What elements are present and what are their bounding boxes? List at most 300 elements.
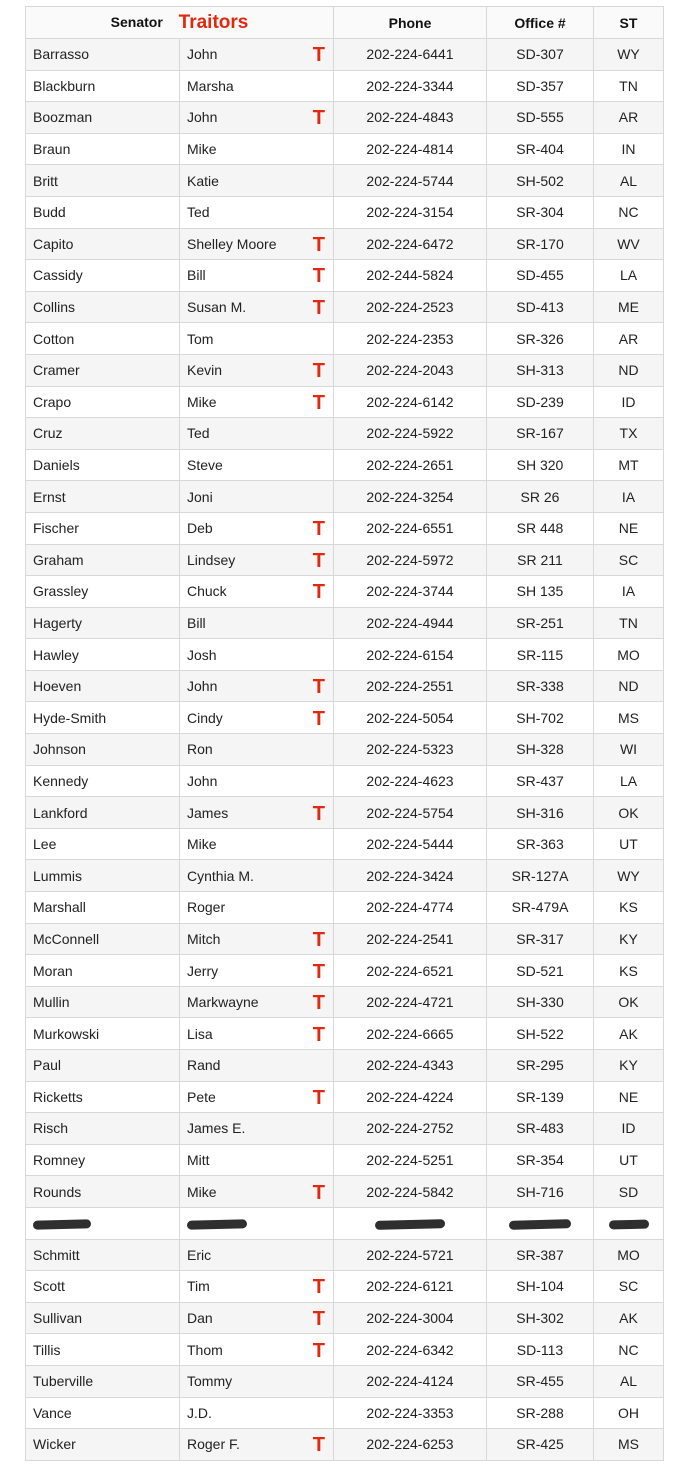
cell-state: IN [594,133,664,165]
header-traitors-label: Traitors [178,11,249,33]
cell-office: SR-115 [487,639,594,671]
cell-state: NE [594,512,664,544]
traitor-marker: T [312,1181,325,1204]
first-name-text: Ted [187,204,210,221]
cell-last-name: Daniels [26,449,180,481]
cell-phone: 202-224-2752 [334,1113,487,1145]
traitor-marker: T [312,928,325,951]
table-row [26,1334,664,1366]
table-row [26,1239,664,1271]
redaction-scribble [33,1219,91,1230]
cell-office: SH-702 [487,702,594,734]
cell-office: SR-139 [487,1081,594,1113]
cell-state: MS [594,1429,664,1461]
table-row [26,291,664,323]
cell-first-name [180,1302,334,1334]
cell-last-name: Tillis [26,1334,180,1366]
cell-phone: 202-224-6253 [334,1429,487,1461]
senator-table [25,6,664,1461]
cell-office: SR-317 [487,923,594,955]
cell-phone: 202-224-6472 [334,228,487,260]
first-name-text: Roger F. [187,1436,240,1453]
table-row [26,860,664,892]
cell-state: TN [594,607,664,639]
cell-first-name [180,291,334,323]
cell-office: SH-316 [487,797,594,829]
cell-state: LA [594,765,664,797]
cell-phone: 202-224-5744 [334,165,487,197]
cell-first-name [180,702,334,734]
table-row [26,133,664,165]
traitor-marker: T [312,360,325,383]
cell-phone: 202-224-5721 [334,1239,487,1271]
table-row [26,828,664,860]
traitor-marker: T [312,1276,325,1299]
cell-first-name [180,1081,334,1113]
cell-phone: 202-224-6551 [334,512,487,544]
cell-office: SD-113 [487,1334,594,1366]
table-row [26,1271,664,1303]
cell-first-name [180,1176,334,1208]
first-name-text: Mike [187,141,217,158]
cell-first-name [180,260,334,292]
cell-first-name [180,449,334,481]
table-row [26,512,664,544]
redaction-scribble [608,1220,648,1230]
first-name-text: Roger [187,899,226,916]
traitor-marker: T [312,802,325,825]
first-name-text: Lindsey [187,551,236,568]
cell-last-name: Cramer [26,354,180,386]
cell-state: OK [594,797,664,829]
cell-state: NC [594,196,664,228]
table-row [26,765,664,797]
header-row [26,7,664,39]
cell-state: ID [594,1113,664,1145]
cell-last-name: Cotton [26,323,180,355]
first-name-text: Shelley Moore [187,235,277,252]
first-name-text: Mike [187,393,217,410]
first-name-text: Mike [187,836,217,853]
table-row [26,228,664,260]
first-name-text: Susan M. [187,299,247,316]
cell-last-name: Vance [26,1397,180,1429]
cell-first-name [180,576,334,608]
cell-office: SH 320 [487,449,594,481]
first-name-text: Katie [187,172,219,189]
cell-office: SR 26 [487,481,594,513]
redacted-cell [487,1207,594,1239]
cell-phone: 202-224-4623 [334,765,487,797]
first-name-text: Tom [187,330,214,347]
cell-first-name [180,386,334,418]
cell-state: WY [594,860,664,892]
cell-phone: 202-224-6342 [334,1334,487,1366]
cell-phone: 202-224-6441 [334,39,487,71]
cell-last-name: Barrasso [26,39,180,71]
cell-phone: 202-224-3353 [334,1397,487,1429]
cell-last-name: Rounds [26,1176,180,1208]
traitor-marker: T [312,107,325,130]
first-name-text: Steve [187,457,223,474]
cell-phone: 202-224-2651 [334,449,487,481]
traitor-marker: T [312,676,325,699]
cell-phone: 202-224-2551 [334,670,487,702]
cell-last-name: Hawley [26,639,180,671]
first-name-text: Eric [187,1246,212,1263]
table-row [26,1113,664,1145]
cell-last-name: Collins [26,291,180,323]
cell-office: SR-127A [487,860,594,892]
cell-last-name: Lee [26,828,180,860]
cell-phone: 202-224-5251 [334,1144,487,1176]
first-name-text: John [187,46,218,63]
cell-first-name [180,512,334,544]
cell-office: SD-555 [487,102,594,134]
cell-phone: 202-224-4814 [334,133,487,165]
cell-first-name [180,1050,334,1082]
cell-phone: 202-224-4774 [334,892,487,924]
table-row [26,39,664,71]
cell-phone: 202-224-3344 [334,70,487,102]
table-row [26,1429,664,1461]
cell-state: OK [594,986,664,1018]
cell-last-name: Fischer [26,512,180,544]
cell-state: ND [594,354,664,386]
traitor-marker: T [312,992,325,1015]
cell-first-name [180,892,334,924]
header-state: ST [594,7,664,39]
redacted-cell [334,1207,487,1239]
cell-phone: 202-244-5824 [334,260,487,292]
cell-state: MO [594,1239,664,1271]
cell-first-name [180,323,334,355]
first-name-text: Josh [187,646,217,663]
cell-last-name: Sullivan [26,1302,180,1334]
table-row [26,1050,664,1082]
first-name-text: Chuck [187,583,227,600]
cell-phone: 202-224-6121 [334,1271,487,1303]
redaction-scribble [375,1219,445,1230]
cell-state: KY [594,923,664,955]
redaction-scribble [187,1219,247,1230]
senator-directory [25,6,663,1461]
cell-office: SH-328 [487,734,594,766]
table-row [26,670,664,702]
table-row [26,165,664,197]
cell-last-name: Schmitt [26,1239,180,1271]
table-row [26,323,664,355]
cell-first-name [180,1271,334,1303]
cell-state: SC [594,1271,664,1303]
cell-phone: 202-224-6665 [334,1018,487,1050]
cell-office: SR-170 [487,228,594,260]
cell-last-name: Romney [26,1144,180,1176]
table-row [26,955,664,987]
cell-first-name [180,228,334,260]
cell-phone: 202-224-2353 [334,323,487,355]
first-name-text: Bill [187,614,206,631]
cell-phone: 202-224-4944 [334,607,487,639]
cell-first-name [180,196,334,228]
cell-phone: 202-224-3254 [334,481,487,513]
cell-phone: 202-224-3424 [334,860,487,892]
cell-last-name: Lummis [26,860,180,892]
cell-state: SD [594,1176,664,1208]
cell-phone: 202-224-6154 [334,639,487,671]
first-name-text: Kevin [187,362,223,379]
cell-last-name: McConnell [26,923,180,955]
header-senator [26,7,334,39]
first-name-text: Markwayne [187,994,259,1011]
cell-state: OH [594,1397,664,1429]
cell-first-name [180,670,334,702]
cell-phone: 202-224-2541 [334,923,487,955]
first-name-text: John [187,678,218,695]
first-name-text: James [187,804,229,821]
first-name-text: Ron [187,741,213,758]
cell-last-name: Hagerty [26,607,180,639]
cell-phone: 202-224-5054 [334,702,487,734]
first-name-text: James E. [187,1120,246,1137]
cell-last-name: Ernst [26,481,180,513]
cell-office: SR-295 [487,1050,594,1082]
traitor-marker: T [312,581,325,604]
cell-state: NC [594,1334,664,1366]
traitor-marker: T [312,297,325,320]
table-row [26,923,664,955]
table-row [26,1302,664,1334]
first-name-text: Bill [187,267,206,284]
cell-state: NE [594,1081,664,1113]
cell-office: SH 135 [487,576,594,608]
cell-last-name: Hoeven [26,670,180,702]
cell-last-name: Johnson [26,734,180,766]
cell-last-name: Braun [26,133,180,165]
cell-first-name [180,1365,334,1397]
cell-phone: 202-224-4843 [334,102,487,134]
header-senator-label: Senator [110,13,163,30]
cell-state: SC [594,544,664,576]
cell-last-name: Tuberville [26,1365,180,1397]
table-body [26,39,664,1461]
table-row [26,354,664,386]
cell-first-name [180,1144,334,1176]
cell-first-name [180,102,334,134]
cell-phone: 202-224-5922 [334,418,487,450]
cell-first-name [180,734,334,766]
cell-phone: 202-224-2043 [334,354,487,386]
cell-office: SR-479A [487,892,594,924]
first-name-text: Tim [187,1278,210,1295]
cell-first-name [180,1239,334,1271]
cell-first-name [180,1429,334,1461]
cell-state: WI [594,734,664,766]
table-row [26,892,664,924]
traitor-marker: T [312,1023,325,1046]
cell-first-name [180,828,334,860]
table-row [26,70,664,102]
cell-first-name [180,1397,334,1429]
cell-office: SD-357 [487,70,594,102]
cell-state: KS [594,955,664,987]
traitor-marker: T [312,391,325,414]
cell-phone: 202-224-5444 [334,828,487,860]
cell-state: AL [594,1365,664,1397]
cell-last-name: Cassidy [26,260,180,292]
traitor-marker: T [312,518,325,541]
cell-last-name: Hyde-Smith [26,702,180,734]
table-row [26,418,664,450]
first-name-text: Dan [187,1310,213,1327]
table-row [26,797,664,829]
cell-last-name: Grassley [26,576,180,608]
traitor-marker: T [312,265,325,288]
cell-last-name: Mullin [26,986,180,1018]
cell-office: SD-239 [487,386,594,418]
cell-office: SR-483 [487,1113,594,1145]
table-row-redacted [26,1207,664,1239]
cell-last-name: Moran [26,955,180,987]
table-row [26,260,664,292]
redaction-scribble [509,1219,571,1230]
cell-phone: 202-224-5972 [334,544,487,576]
redacted-cell [594,1207,664,1239]
cell-office: SR-338 [487,670,594,702]
cell-office: SR-326 [487,323,594,355]
cell-last-name: Ricketts [26,1081,180,1113]
first-name-text: Pete [187,1088,216,1105]
first-name-text: Deb [187,520,213,537]
cell-first-name [180,797,334,829]
cell-state: AK [594,1018,664,1050]
cell-first-name [180,1113,334,1145]
traitor-marker: T [312,1434,325,1457]
cell-phone: 202-224-5842 [334,1176,487,1208]
first-name-text: John [187,109,218,126]
cell-first-name [180,1018,334,1050]
cell-first-name [180,860,334,892]
cell-state: UT [594,1144,664,1176]
table-row [26,1397,664,1429]
first-name-text: Cynthia M. [187,867,254,884]
cell-phone: 202-224-4343 [334,1050,487,1082]
table-row [26,1176,664,1208]
table-row [26,986,664,1018]
cell-state: LA [594,260,664,292]
cell-first-name [180,1334,334,1366]
table-row [26,702,664,734]
cell-office: SD-307 [487,39,594,71]
cell-phone: 202-224-3154 [334,196,487,228]
traitor-marker: T [312,549,325,572]
first-name-text: Lisa [187,1025,213,1042]
cell-phone: 202-224-4721 [334,986,487,1018]
traitor-marker: T [312,1308,325,1331]
cell-office: SR-425 [487,1429,594,1461]
traitor-marker: T [312,233,325,256]
cell-office: SH-302 [487,1302,594,1334]
cell-last-name: Scott [26,1271,180,1303]
table-row [26,102,664,134]
cell-first-name [180,986,334,1018]
cell-state: UT [594,828,664,860]
cell-first-name [180,39,334,71]
first-name-text: Jerry [187,962,219,979]
table-row [26,576,664,608]
cell-state: ID [594,386,664,418]
cell-office: SD-413 [487,291,594,323]
first-name-text: Ted [187,425,210,442]
cell-state: WV [594,228,664,260]
first-name-text: Cindy [187,709,223,726]
cell-last-name: Paul [26,1050,180,1082]
first-name-text: John [187,772,218,789]
traitor-marker: T [312,1086,325,1109]
cell-last-name: Graham [26,544,180,576]
first-name-text: Mitch [187,930,221,947]
cell-office: SH-313 [487,354,594,386]
cell-office: SR-455 [487,1365,594,1397]
cell-office: SR-167 [487,418,594,450]
cell-state: AR [594,102,664,134]
cell-last-name: Marshall [26,892,180,924]
cell-first-name [180,923,334,955]
cell-first-name [180,481,334,513]
cell-phone: 202-224-5323 [334,734,487,766]
cell-office: SR-437 [487,765,594,797]
cell-first-name [180,133,334,165]
cell-state: AK [594,1302,664,1334]
cell-office: SH-716 [487,1176,594,1208]
table-row [26,544,664,576]
cell-state: WY [594,39,664,71]
cell-office: SR-354 [487,1144,594,1176]
cell-office: SR-251 [487,607,594,639]
first-name-text: Tommy [187,1373,233,1390]
first-name-text: Joni [187,488,213,505]
cell-phone: 202-224-4124 [334,1365,487,1397]
table-row [26,1081,664,1113]
first-name-text: Mike [187,1183,217,1200]
table-row [26,734,664,766]
cell-office: SR-363 [487,828,594,860]
traitor-marker: T [312,707,325,730]
first-name-text: Rand [187,1057,221,1074]
table-row [26,196,664,228]
cell-office: SR-404 [487,133,594,165]
cell-office: SH-330 [487,986,594,1018]
table-row [26,386,664,418]
cell-state: TN [594,70,664,102]
table-row [26,607,664,639]
cell-phone: 202-224-3004 [334,1302,487,1334]
traitor-marker: T [312,44,325,67]
table-row [26,481,664,513]
header-office: Office # [487,7,594,39]
table-row [26,1365,664,1397]
traitor-marker: T [312,1339,325,1362]
cell-office: SR-387 [487,1239,594,1271]
cell-first-name [180,418,334,450]
cell-office: SR-288 [487,1397,594,1429]
traitor-marker: T [312,960,325,983]
cell-last-name: Lankford [26,797,180,829]
cell-phone: 202-224-2523 [334,291,487,323]
cell-phone: 202-224-4224 [334,1081,487,1113]
first-name-text: Mitt [187,1152,210,1169]
cell-first-name [180,639,334,671]
